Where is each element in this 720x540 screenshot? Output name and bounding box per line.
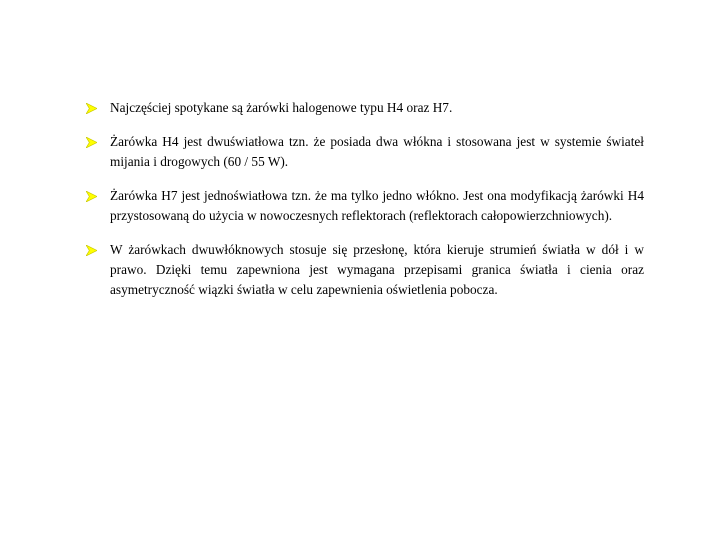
bullet-item: [86, 240, 644, 300]
bullet-text: Żarówka H4 jest dwuświatłowa tzn. że posiada dwa włókna i stosowana jest w systemie świateł mijania i drogowych (60 / 55 W).: [110, 134, 644, 169]
arrowhead-bullet-icon: [86, 245, 97, 256]
bullet-item: [86, 132, 644, 172]
bullet-item: [86, 98, 644, 118]
bullet-item: [86, 186, 644, 226]
bullet-text: Żarówka H7 jest jednoświatłowa tzn. że ma tylko jedno włókno. Jest ona modyfikacją żarówki H4 przystosowaną do użycia w nowoczesnych reflektorach (reflektorach całopowierzchniowych).: [110, 188, 644, 223]
arrowhead-bullet-icon: [86, 191, 97, 202]
bullet-text: Najczęściej spotykane są żarówki halogenowe typu H4 oraz H7.: [110, 100, 453, 115]
arrowhead-bullet-icon: [86, 103, 97, 114]
bullet-text: W żarówkach dwuwłóknowych stosuje się przesłonę, która kieruje strumień światła w dół i w prawo. Dzięki temu zapewniona jest wymagana przepisami granica światła i cienia oraz asymetryczność wiązki światła w celu zapewnienia oświetlenia pobocza.: [110, 242, 644, 297]
arrowhead-bullet-icon: [86, 137, 97, 148]
bullet-list: [86, 98, 644, 314]
